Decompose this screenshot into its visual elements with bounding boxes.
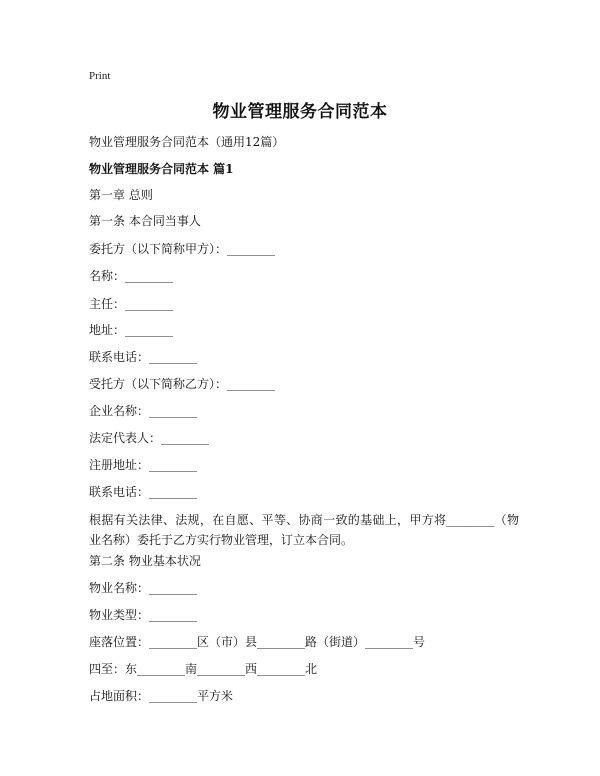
- client-field: 委托方（以下简称甲方）：________: [89, 242, 276, 256]
- reg-address-field: 注册地址：________: [89, 458, 198, 472]
- page-title: 物业管理服务合同范本: [212, 102, 388, 122]
- boundaries-field: 四至：东________南________西________北: [89, 662, 318, 676]
- legal-rep-field: 法定代表人：________: [89, 431, 210, 445]
- client-address-field: 地址：________: [89, 323, 174, 337]
- article-2-heading: 第二条 物业基本状况: [89, 554, 201, 568]
- doc-subtitle: 物业管理服务合同范本（通用12篇）: [89, 135, 285, 149]
- chapter-heading: 第一章 总则: [89, 188, 153, 202]
- client-phone-field: 联系电话：________: [89, 350, 198, 364]
- agent-field: 受托方（以下简称乙方）：________: [89, 377, 276, 391]
- location-field: 座落位置：________区（市）县________路（街道）________号: [89, 635, 426, 649]
- basis-paragraph: 根据有关法律、法规，在自愿、平等、协商一致的基础上，甲方将________（物业名称）委托于乙方实行物业管理，订立本合同。: [89, 513, 519, 547]
- company-name-field: 企业名称：________: [89, 404, 198, 418]
- agent-phone-field: 联系电话：________: [89, 485, 198, 499]
- client-head-field: 主任：________: [89, 297, 174, 311]
- article-1-heading: 第一条 本合同当事人: [89, 214, 201, 228]
- area-field: 占地面积：________平方米: [89, 689, 234, 703]
- property-type-field: 物业类型：________: [89, 608, 198, 622]
- property-name-field: 物业名称：________: [89, 581, 198, 595]
- print-link[interactable]: Print: [89, 70, 111, 82]
- client-name-field: 名称：________: [89, 269, 174, 283]
- section-heading: 物业管理服务合同范本 篇1: [89, 162, 234, 176]
